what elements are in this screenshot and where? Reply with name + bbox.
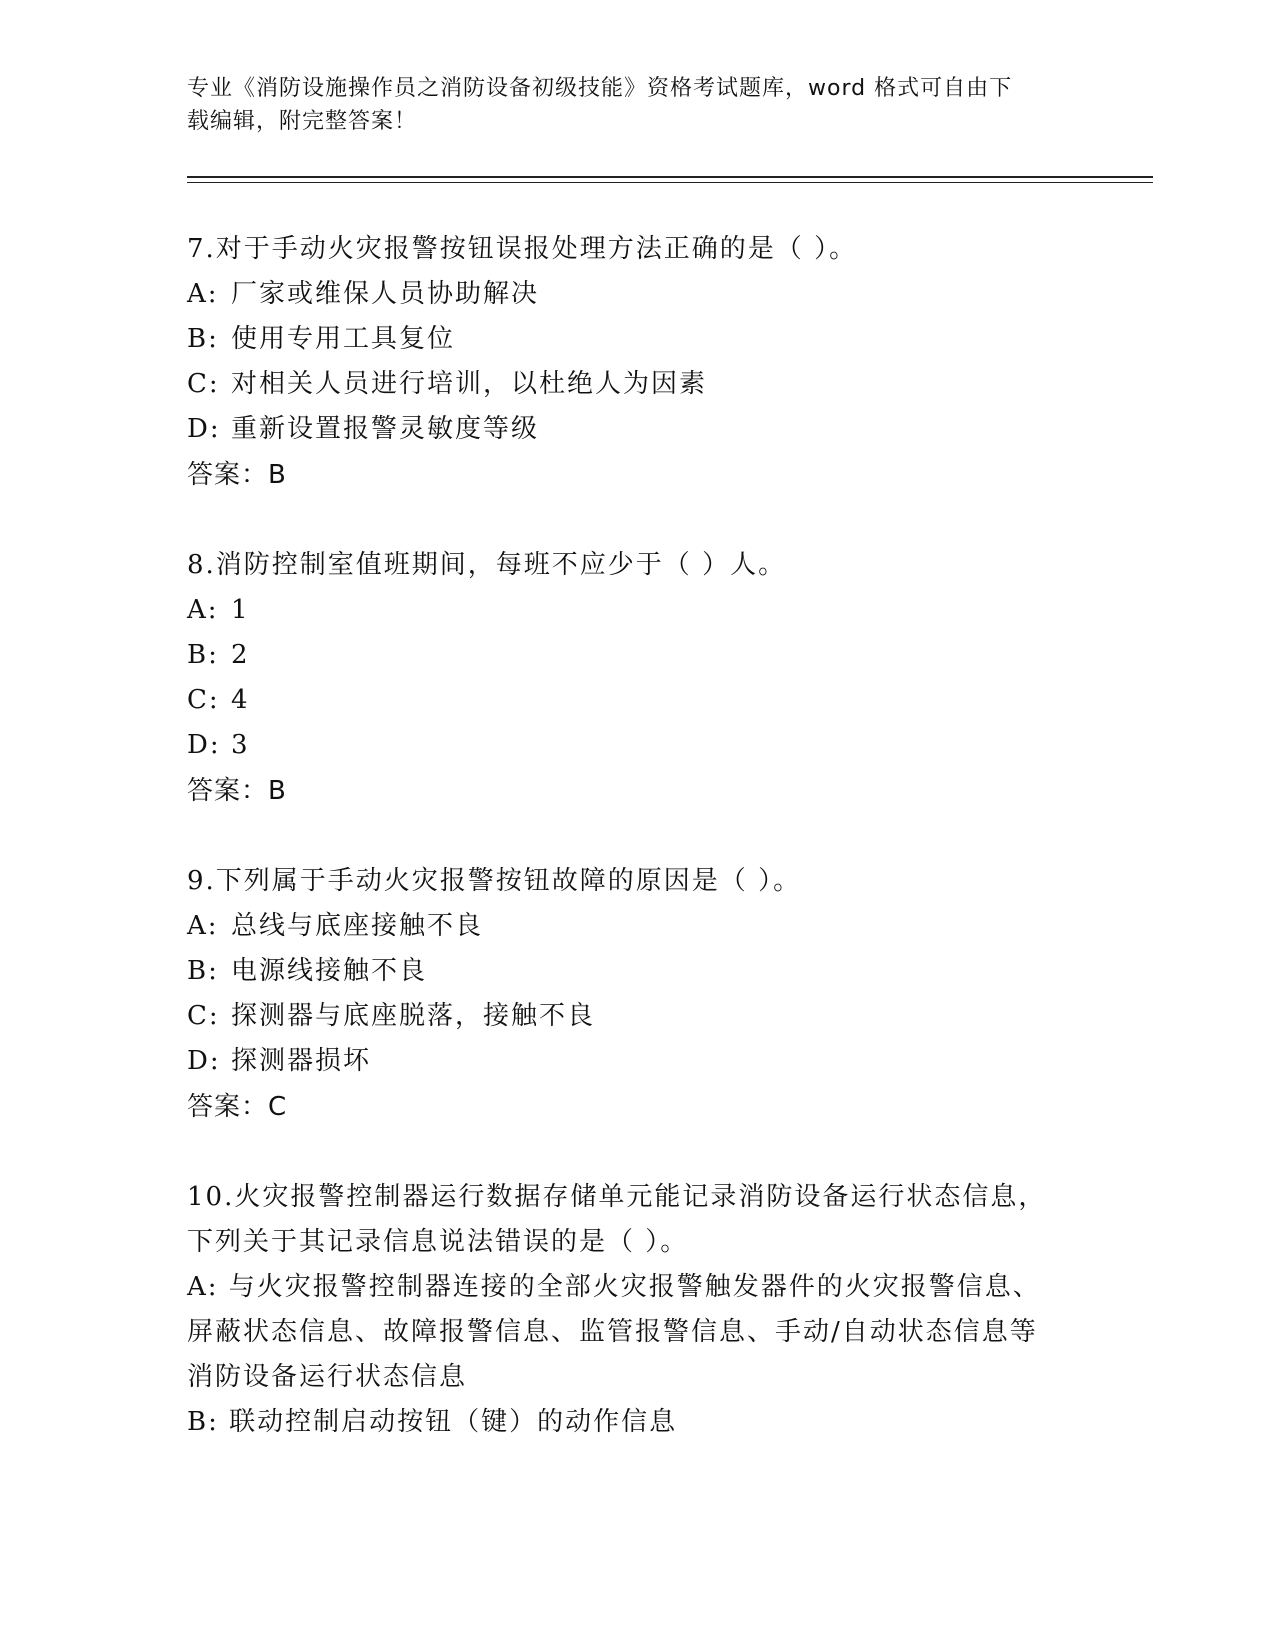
document-header [187,72,1067,138]
option-text: 重新设置报警灵敏度等级 [231,414,540,444]
option-b: B: 联动控制启动按钮（键）的动作信息 [187,1407,678,1437]
option-key: B: [187,640,219,670]
option-key: C: [187,369,220,399]
option-b [187,633,1087,678]
option-text: 探测器与底座脱落，接触不良 [231,1001,596,1031]
option-a [187,588,1087,633]
option-text: 使用专用工具复位 [231,324,456,354]
option-a-line-3: 消防设备运行状态信息 [187,1362,468,1392]
answer-line: 答案：B [187,776,287,806]
question-stem: 8.消防控制室值班期间，每班不应少于（ ）人。 [187,550,787,580]
header-line-1: 专业《消防设施操作员之消防设备初级技能》资格考试题库，word 格式可自由下 [187,76,1013,101]
option-text: 总线与底座接触不良 [231,911,484,941]
header-divider-thick [187,176,1153,178]
question-7 [187,227,1087,498]
option-key: B: [187,324,219,354]
option-key: D: [187,414,221,444]
option-key: D: [187,730,221,760]
header-divider-thin [187,182,1153,183]
question-10 [187,1175,1087,1445]
option-d [187,723,1087,768]
option-text: 探测器损坏 [231,1046,372,1076]
header-line-2: 载编辑，附完整答案！ [187,109,418,134]
option-d [187,1039,1087,1084]
option-a [187,904,1087,949]
question-stem: 9.下列属于手动火灾报警按钮故障的原因是（ ）。 [187,866,802,896]
option-d [187,407,1087,452]
option-text: 对相关人员进行培训，以杜绝人为因素 [231,369,708,399]
answer-line: 答案：B [187,460,287,490]
option-text: 1 [231,595,250,625]
question-stem: 7.对于手动火灾报警按钮误报处理方法正确的是（ ）。 [187,234,858,264]
option-key: A: [187,279,219,309]
option-key: C: [187,1001,220,1031]
question-stem-line-1: 10.火灾报警控制器运行数据存储单元能记录消防设备运行状态信息， [187,1182,1047,1212]
option-b [187,317,1087,362]
question-8 [187,543,1087,814]
option-c [187,678,1087,723]
question-stem-line-2: 下列关于其记录信息说法错误的是（ ）。 [187,1227,689,1257]
option-a [187,272,1087,317]
option-text: 4 [231,685,250,715]
option-c [187,362,1087,407]
question-9 [187,859,1087,1130]
option-b [187,949,1087,994]
option-key: C: [187,685,220,715]
option-key: B: [187,956,219,986]
option-key: D: [187,1046,221,1076]
option-text: 3 [231,730,250,760]
option-c [187,994,1087,1039]
option-key: A: [187,595,219,625]
answer-line: 答案：C [187,1092,288,1122]
option-a-line-1: A: 与火灾报警控制器连接的全部火灾报警触发器件的火灾报警信息、 [187,1272,1041,1302]
option-text: 厂家或维保人员协助解决 [231,279,540,309]
option-text: 2 [231,640,250,670]
option-key: A: [187,911,219,941]
option-text: 电源线接触不良 [231,956,428,986]
option-a-line-2: 屏蔽状态信息、故障报警信息、监管报警信息、手动/自动状态信息等 [187,1317,1038,1347]
